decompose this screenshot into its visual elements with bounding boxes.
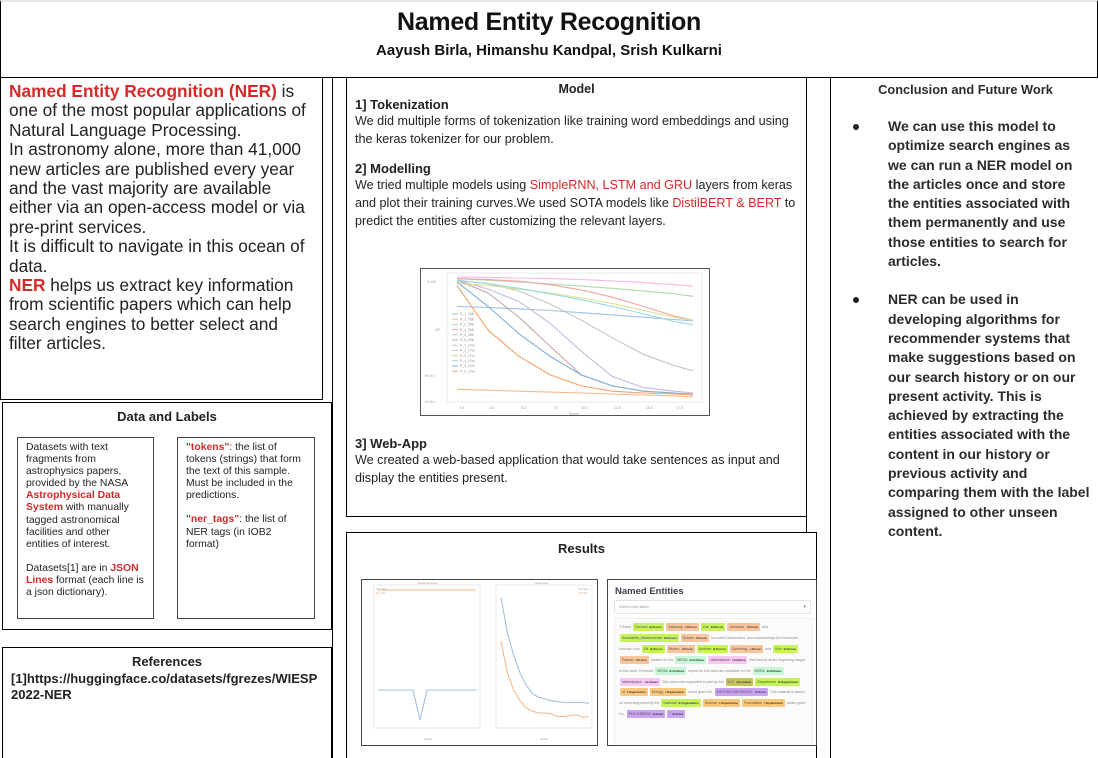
entity-label: I-Person [746, 625, 759, 629]
svg-text:epoch: epoch [540, 737, 549, 741]
entity-label: I-Organization [719, 701, 739, 706]
svg-text:12.5: 12.5 [614, 406, 621, 410]
entity-tag: Zoe B-Person [702, 625, 724, 629]
section-title: Data and Labels [117, 409, 217, 424]
section-title: References [131, 654, 203, 669]
entity-label: B-Software [689, 657, 705, 662]
svg-text:R_4_5Mil: R_4_5Mil [460, 327, 474, 332]
webapp-heading: 3] Web-App [355, 436, 427, 451]
entity-label: B-Grant [652, 712, 664, 717]
entity-tag: Konstantin_Malanchenko B-Person [622, 635, 677, 640]
entity-label: I-Organization [764, 701, 783, 706]
bullet-icon [853, 297, 859, 303]
plain-text: located on the [649, 657, 675, 662]
widget-title: Named Entities [615, 586, 684, 597]
svg-text:model loss: model loss [534, 581, 549, 585]
svg-text:R_2_1Tok: R_2_1Tok [460, 348, 475, 353]
svg-text:train: train [381, 587, 387, 591]
svg-text:R_3_5Mil: R_3_5Mil [460, 322, 474, 327]
entity-label: B-Person [710, 625, 724, 629]
entity-tag: MESA B-Software [754, 668, 782, 673]
entity-tag: U.S. B-Location [727, 679, 752, 684]
entity-label: I-Person [695, 635, 707, 640]
entity-tag: National B-Organization [663, 701, 699, 706]
svg-text:epoch: epoch [424, 737, 433, 741]
modelling-heading: 2] Modelling [355, 161, 431, 176]
entity-label: I-Organization [627, 690, 646, 695]
intro-text: is one of the most popular applications of Natural Language Processing. [9, 81, 306, 140]
svg-text:train: train [583, 587, 589, 591]
entity-tag: Schatz I-Person [682, 635, 707, 640]
ads-highlight: Astrophysical Data System [26, 490, 121, 514]
entity-label: I-Person [685, 625, 697, 629]
entity-tag: " B-Grant [669, 712, 683, 717]
json-lines-highlight: JSON Lines [26, 562, 139, 586]
accuracy-loss-charts [361, 579, 598, 746]
svg-text:R_5_5Mil: R_5_5Mil [460, 333, 474, 337]
svg-text:R_2_5Mil: R_2_5Mil [460, 317, 474, 322]
entity-label-select[interactable] [614, 600, 811, 614]
entity-label: B-Organization [678, 701, 699, 706]
svg-text:7.5: 7.5 [553, 406, 558, 410]
svg-text:15.0: 15.0 [646, 406, 653, 410]
entity-tag: Duncan B-Person [635, 625, 662, 629]
tokens-description: : the list of tokens (strings) that form the text of this sample. Must be included in the predictions. [186, 442, 301, 502]
entity-label: I-Software [644, 679, 659, 684]
svg-text:0.0: 0.0 [459, 406, 464, 410]
modelling-body [355, 176, 798, 230]
poster-header [0, 0, 1098, 78]
entity-label: I-Person [681, 646, 694, 651]
entity-tag: MESA B-Software [657, 668, 685, 673]
entity-label: I-Person [635, 657, 647, 662]
tokens-key: "tokens" [186, 442, 230, 453]
column-divider [332, 77, 333, 758]
svg-text:10.0: 10.0 [581, 406, 588, 410]
reference-item[interactable]: [1]https://huggingface.co/datasets/fgrezes/WIESP2022-NER [11, 671, 318, 702]
entity-label: I-Organization [665, 690, 685, 695]
entity-tag: of I-Organization [622, 690, 646, 695]
svg-text:5.0: 5.0 [521, 406, 526, 410]
entity-tag: Andrew B-Person [699, 646, 726, 651]
svg-text:R_6_5Mil: R_6_5Mil [460, 338, 474, 343]
intro-text: In astronomy alone, more than 41,000 new articles are published every year and the vast majority are available either via an open-access model or via pre-print services. [9, 139, 305, 237]
entity-label: B-Person [713, 646, 726, 651]
bullet-text: NER can be used in developing algorithms for recommender systems that make suggestions based on our search history or on our present activity. This is achieved by extracting the entities associated with the content in our history or previous activity and comparing them with the label assigned to other unseen content. [888, 291, 1090, 539]
poster-title: Named Entity Recognition [397, 8, 701, 36]
entity-label: B-Grant [672, 712, 683, 717]
conclusion-bullet [841, 290, 1090, 541]
svg-text:R_1_1Tok: R_1_1Tok [460, 343, 475, 348]
entity-tag: Science I-Organization [704, 701, 739, 706]
ner-tags-description: : the list of NER tags (in IOB2 format) [186, 514, 287, 550]
training-curves-svg [362, 580, 597, 745]
plain-text: for useful discussions, and acknowledge the instructive tutorials from [619, 635, 799, 651]
entity-tag: Cumming, I-Person [731, 646, 762, 651]
entity-label: B-Person [650, 646, 663, 651]
svg-text:10⁰: 10⁰ [435, 328, 441, 332]
modelling-text: to predict the entities after customizing the relevant layers. [355, 196, 796, 228]
model-section [346, 77, 807, 517]
svg-text:2.5: 2.5 [489, 406, 494, 410]
svg-text:val: val [381, 591, 385, 595]
entity-tag: Johnston, I-Person [729, 625, 759, 629]
entity-tag: PHY-1455152 B-Grant [628, 712, 664, 717]
svg-text:R_3_1Tok: R_3_1Tok [460, 353, 475, 358]
plain-text: under grant No. [619, 701, 806, 717]
conclusion-bullet [841, 117, 1090, 271]
entity-label: B-Software [669, 668, 685, 673]
entity-label: B-Software [766, 668, 782, 673]
svg-text:R_5_1Tok: R_5_1Tok [460, 364, 475, 369]
entity-label: B-Location [736, 679, 752, 684]
svg-text:Epoch: Epoch [569, 412, 579, 415]
entity-label: B-Person [783, 646, 797, 651]
select-placeholder: Select entity labels [619, 605, 649, 609]
intro-text: It is difficult to navigate in this ocean of data. [9, 236, 305, 276]
svg-text:17.5: 17.5 [676, 406, 683, 410]
svg-text:6×10⁻¹: 6×10⁻¹ [425, 374, 436, 378]
tokenization-heading: 1] Tokenization [355, 97, 449, 112]
entity-tag: Ed B-Person [643, 646, 663, 651]
data-labels-section [2, 402, 332, 630]
entity-label: B-Grant [755, 690, 766, 695]
section-title: Model [558, 82, 595, 96]
dataset-text: Datasets[1] are in [26, 562, 111, 574]
ner-highlight: Named Entity Recognition (NER) [9, 81, 277, 101]
entity-tag: Energy I-Organization [651, 690, 685, 695]
results-section [346, 532, 817, 758]
entity-tag: Department B-Organization [757, 679, 799, 684]
chevron-down-icon: ▾ [803, 604, 806, 610]
svg-text:R_6_1Tok: R_6_1Tok [460, 369, 475, 374]
entity-tag: Farmer I-Person [622, 657, 647, 662]
entity-tag: Bob B-Person [775, 646, 797, 651]
dataset-text: Datasets with text fragments from astrophysics papers, provided by the NASA [26, 442, 128, 490]
entity-tag: Brown, I-Person [668, 646, 694, 651]
plain-text: This material is based on work supported by the [619, 690, 805, 706]
entity-label: I-Software [731, 657, 746, 662]
dataset-description-box [17, 437, 154, 619]
plain-text: and [764, 646, 773, 651]
plain-text: "I thank [619, 625, 633, 629]
entity-tag: Marketplace. I-Software [622, 679, 659, 684]
intro-text: helps us extract key information from scientific papers which can help search engines to better select and filter articles. [9, 275, 294, 354]
bullet-icon [853, 124, 859, 130]
section-title: Conclusion and Future Work [878, 82, 1053, 97]
annotated-text [614, 618, 813, 746]
entity-tag: Foundation I-Organization [744, 701, 783, 706]
entity-label: B-Person [649, 625, 662, 629]
fields-description-box [177, 437, 315, 619]
webapp-body: We created a web-based application that would take sentences as input and display the entities present. [355, 453, 780, 485]
entity-label: I-Person [750, 646, 762, 651]
loss-chart-svg [421, 269, 709, 415]
svg-text:model accuracy: model accuracy [417, 581, 439, 585]
modelling-text: We tried multiple models using [355, 178, 530, 192]
entity-tag: DE-FG02-84ER40197. B-Grant [717, 690, 766, 695]
tokenization-body: We did multiple forms of tokenization like training word embeddings and using the keras tokenizer for our problem. [355, 114, 789, 146]
references-section [2, 647, 332, 758]
training-loss-chart [420, 268, 710, 416]
bullet-text: We can use this model to optimize search engines as we can run a NER model on the articles once and store the entities associated with them permanently and use those entities to search for articles. [888, 118, 1073, 270]
svg-text:val: val [583, 591, 587, 595]
entity-tag: Marketplace I-Software [710, 657, 746, 662]
plain-text: inputs for this work are available on the [687, 668, 752, 673]
entity-label: B-Person [664, 635, 677, 640]
conclusion-section [830, 77, 1098, 758]
entity-tag: Galloway, I-Person [667, 625, 697, 629]
modelling-text: layers from keras and plot their training curves.We used SOTA models like [355, 178, 793, 210]
svg-text:4×10⁻¹: 4×10⁻¹ [425, 400, 436, 404]
dataset-text: with manually tagged astronomical facilities and other entities of interest. [26, 502, 129, 550]
ner-tags-key: "ner_tags" [186, 514, 240, 526]
plain-text: that helped at the beginning stages of this work. Relevant [619, 657, 806, 673]
ner-highlight: NER [9, 275, 46, 296]
plain-text: and [761, 625, 769, 629]
intro-section [0, 77, 323, 400]
plain-text: This work was supported in part by the [661, 679, 725, 684]
entity-tag: MESA B-Software [677, 657, 705, 662]
dataset-text: format (each line is a json dictionary). [26, 574, 144, 599]
entity-label: B-Organization [777, 679, 799, 684]
svg-text:2×10⁰: 2×10⁰ [427, 280, 437, 284]
poster-authors: Aayush Birla, Himanshu Kandpal, Srish Kulkarni [376, 42, 722, 59]
rnn-models-highlight: SimpleRNN, LSTM and GRU [529, 178, 693, 192]
plain-text: under grant No. [687, 690, 714, 695]
bert-models-highlight: DistilBERT & BERT [672, 196, 782, 210]
section-title: Results [558, 541, 605, 556]
named-entities-widget [607, 579, 817, 746]
svg-text:R_1_5Mil: R_1_5Mil [460, 312, 474, 317]
svg-text:R_4_1Tok: R_4_1Tok [460, 359, 475, 363]
